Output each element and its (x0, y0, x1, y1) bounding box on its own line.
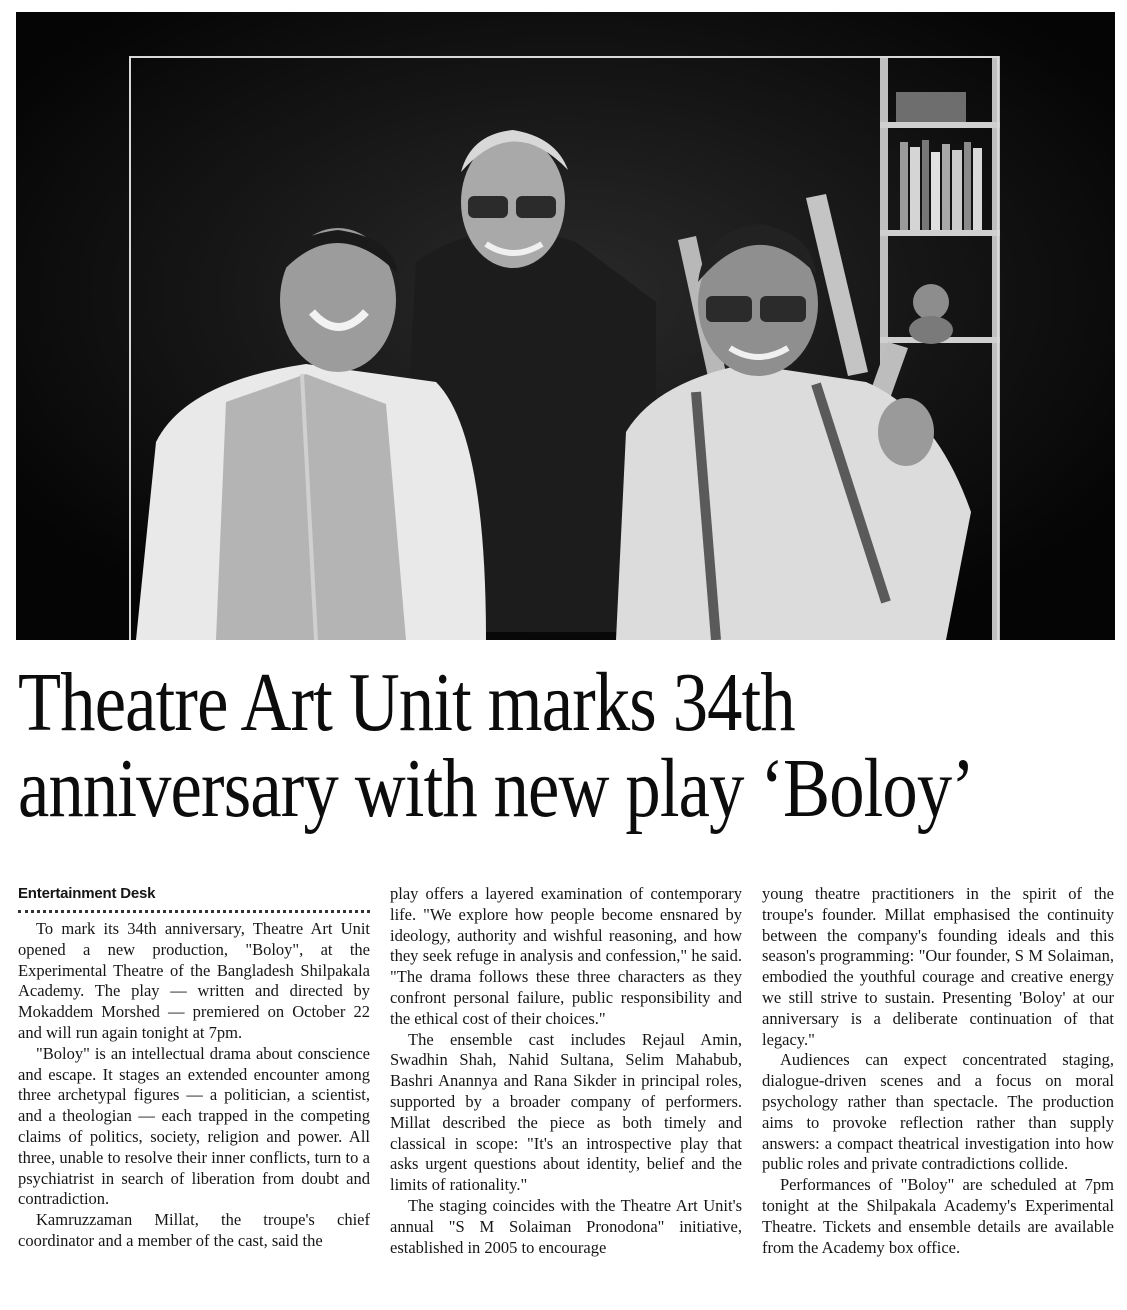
stage-photo (16, 12, 1115, 640)
headline-line-2: anniversary with new play ‘Boloy’ (18, 742, 974, 835)
article-column-2 (390, 884, 742, 1258)
byline: Entertainment Desk (18, 884, 370, 913)
paragraph: "Boloy" is an intellectual drama about conscience and escape. It stages an extended encounter among three archetypal figures — a politician, a scientist, and a theologian — each trapped in the competing claims of politics, society, religion and power. All three, unable to resolve their inner conflicts, turn to a psychiatrist in search of liberation from doubt and contradiction. (18, 1043, 370, 1209)
article-column-1 (18, 884, 370, 1252)
headline (18, 656, 974, 835)
stage-frame (129, 56, 999, 640)
paragraph: Audiences can expect concentrated staging, dialogue-driven scenes and a focus on moral psychology rather than spectacle. The production aims to provoke reflection rather than supply answers: a compact theatrical investigation into how public roles and private contradictions collide. (762, 1050, 1114, 1174)
article-column-3 (762, 884, 1114, 1258)
headline-line-1: Theatre Art Unit marks 34th (18, 656, 795, 749)
paragraph: To mark its 34th anniversary, Theatre Art Unit opened a new production, "Boloy", at the Experimental Theatre of the Bangladesh Shilpakala Academy. The play — written and directed by Mokaddem Morshed — premiered on October 22 and will run again tonight at 7pm. (18, 919, 370, 1042)
article-body (18, 884, 1114, 1304)
paragraph: The staging coincides with the Theatre Art Unit's annual "S M Solaiman Pronodona" initiative, established in 2005 to encourage (390, 1195, 742, 1257)
paragraph-continued: young theatre practitioners in the spirit of the troupe's founder. Millat emphasised the continuity between the company's founding ideals and this season's programming: "Our founder, S M Solaiman, embodied the youthful courage and creative energy we still strive to sustain. Presenting 'Boloy' at our anniversary is a deliberate continuation of that legacy." (762, 884, 1114, 1049)
paragraph: Kamruzzaman Millat, the troupe's chief coordinator and a member of the cast, said the (18, 1210, 370, 1250)
paragraph-continued: play offers a layered examination of contemporary life. "We explore how people become ensnared by ideology, authority and wishful reasoning, and how they seek refuge in analysis and confession," he said. "The drama follows these three characters as they confront personal failure, public responsibility and the ethical cost of their choices." (390, 884, 742, 1028)
paragraph: Performances of "Boloy" are scheduled at 7pm tonight at the Shilpakala Academy's Experimental Theatre. Tickets and ensemble details are available from the Academy box office. (762, 1175, 1114, 1257)
paragraph: The ensemble cast includes Rejaul Amin, Swadhin Shah, Nahid Sultana, Selim Mahabub, Bashri Anannya and Rana Sikder in principal roles, supported by a broader company of performers. Millat described the piece as both timely and classical in scope: "It's an introspective play that asks urgent questions about identity, belief and the limits of rationality." (390, 1029, 742, 1195)
